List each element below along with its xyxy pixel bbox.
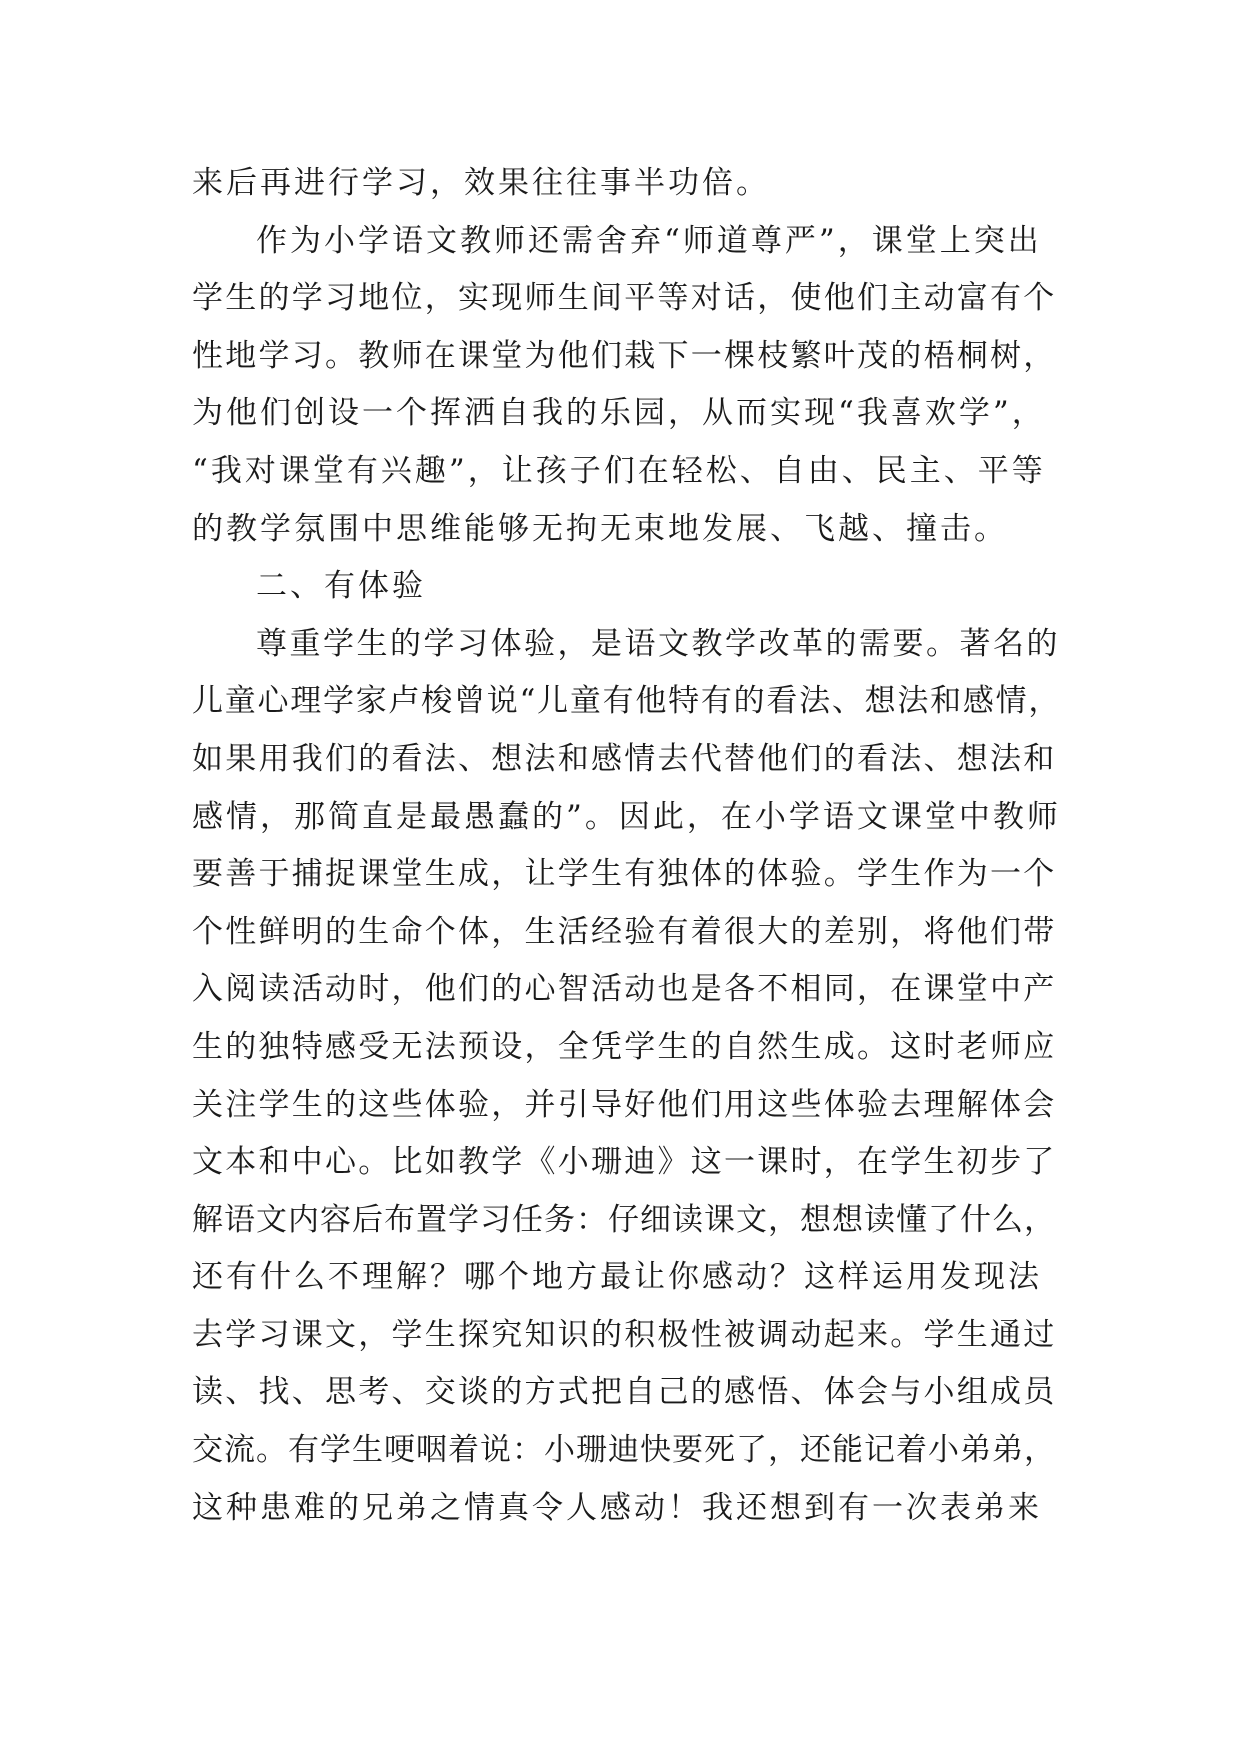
text-line: 生的独特感受无法预设，全凭学生的自然生成。这时老师应 xyxy=(192,1028,1057,1065)
text-line: 作为小学语文教师还需舍弃“师道尊严”，课堂上突出 xyxy=(256,222,1042,259)
section-heading: 二、有体验 xyxy=(256,568,426,605)
text-line: 去学习课文，学生探究知识的积极性被调动起来。学生通过 xyxy=(192,1316,1057,1353)
text-line: 个性鲜明的生命个体，生活经验有着很大的差别，将他们带 xyxy=(192,913,1057,950)
text-line: 关注学生的这些体验，并引导好他们用这些体验去理解体会 xyxy=(192,1086,1057,1123)
text-line: 交流。有学生哽咽着说：小珊迪快要死了，还能记着小弟弟， xyxy=(192,1432,1056,1469)
text-line: 文本和中心。比如教学《小珊迪》这一课时，在学生初步了 xyxy=(192,1144,1057,1181)
text-line: 还有什么不理解？哪个地方最让你感动？这样运用发现法 xyxy=(192,1259,1042,1296)
document-body xyxy=(192,155,1062,1537)
text-line: 读、找、思考、交谈的方式把自己的感悟、体会与小组成员 xyxy=(192,1374,1057,1411)
text-line: 要善于捕捉课堂生成，让学生有独体的体验。学生作为一个 xyxy=(192,856,1057,893)
text-line: 的教学氛围中思维能够无拘无束地发展、飞越、撞击。 xyxy=(192,510,1008,547)
text-line: “我对课堂有兴趣”，让孩子们在轻松、自由、民主、平等 xyxy=(192,452,1046,489)
text-line: 这种患难的兄弟之情真令人感动！我还想到有一次表弟来 xyxy=(192,1489,1042,1526)
text-line: 感情，那简直是最愚蠢的”。因此，在小学语文课堂中教师 xyxy=(192,798,1061,835)
text-line: 入阅读活动时，他们的心智活动也是各不相同，在课堂中产 xyxy=(192,971,1057,1008)
text-line: 性地学习。教师在课堂为他们栽下一棵枝繁叶茂的梧桐树， xyxy=(192,337,1057,374)
text-line: 来后再进行学习，效果往往事半功倍。 xyxy=(192,165,770,201)
text-line: 为他们创设一个挥洒自我的乐园，从而实现“我喜欢学”， xyxy=(192,395,1046,432)
text-line: 解语文内容后布置学习任务：仔细读课文，想想读懂了什么， xyxy=(192,1201,1056,1238)
text-line: 尊重学生的学习体验，是语文教学改革的需要。著名的 xyxy=(256,625,1060,662)
text-line: 如果用我们的看法、想法和感情去代替他们的看法、想法和 xyxy=(192,740,1057,777)
text-line: 学生的学习地位，实现师生间平等对话，使他们主动富有个 xyxy=(192,280,1057,317)
text-line: 儿童心理学家卢梭曾说“儿童有他特有的看法、想法和感情， xyxy=(192,683,1062,720)
